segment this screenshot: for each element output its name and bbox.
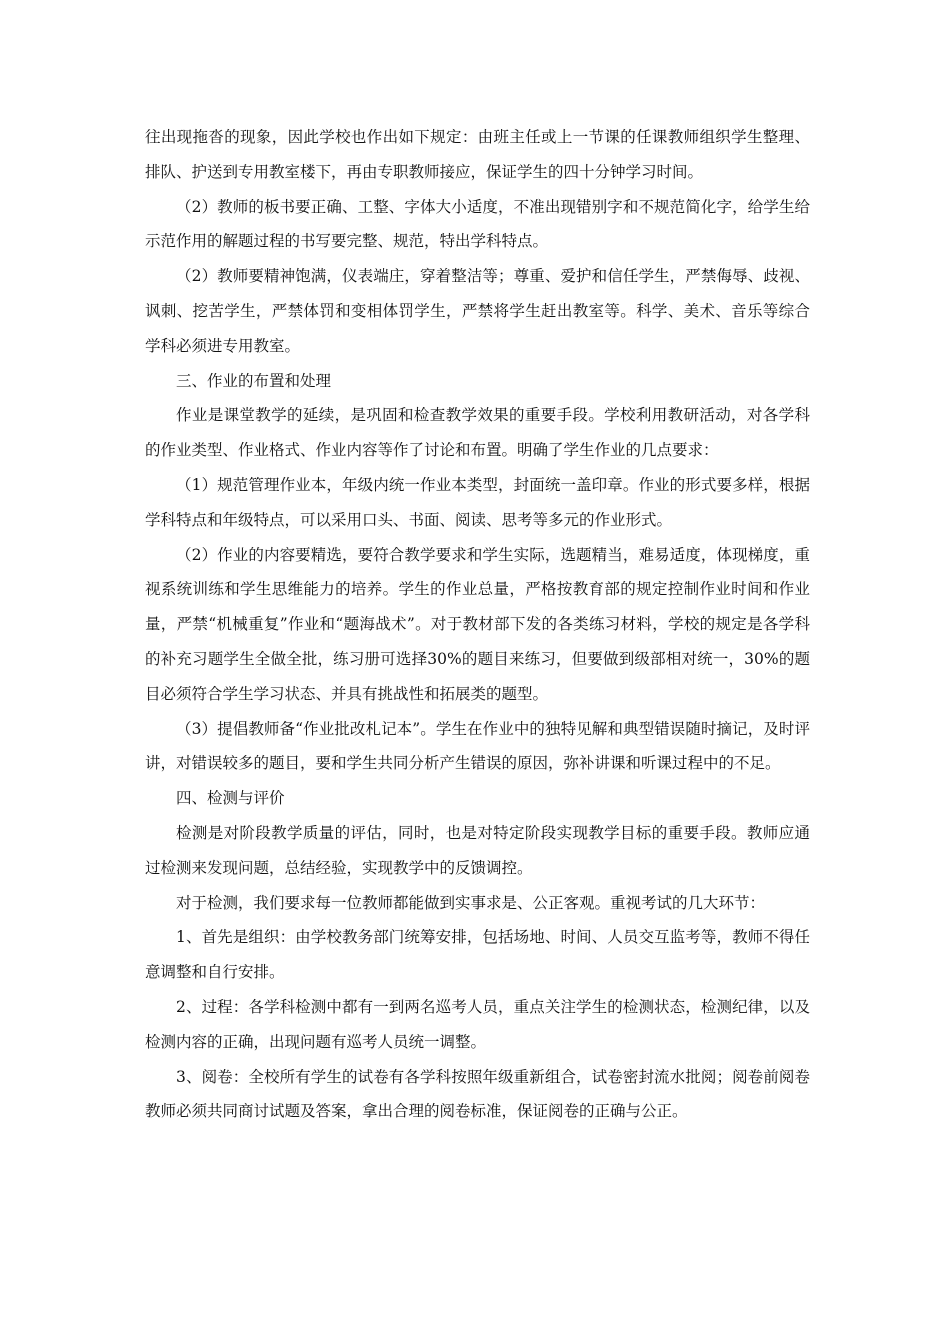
paragraph-teacher-conduct: （2）教师要精神饱满，仪表端庄，穿着整洁等；尊重、爱护和信任学生，严禁侮辱、歧视、讽刺、挖苦学生，严禁体罚和变相体罚学生，严禁将学生赶出教室等。科学、美术、音乐等综合学科必须进专用教室。 [145,267,810,355]
paragraph-assessment-requirement: 对于检测，我们要求每一位教师都能做到实事求是、公正客观。重视考试的几大环节： [176,893,766,912]
section-heading-assessment: 四、检测与评价 [176,789,285,808]
paragraph-assessment-grading: 3、阅卷：全校所有学生的试卷有各学科按照年级重新组合，试卷密封流水批阅；阅卷前阅卷教师必须共同商讨试题及答案，拿出合理的阅卷标准，保证阅卷的正确与公正。 [145,1067,810,1121]
paragraph-homework-rule-2: （2）作业的内容要精选，要符合教学要求和学生实际，选题精当，难易适度，体现梯度，重视系统训练和学生思维能力的培养。学生的作业总量，严格按教育部的规定控制作业时间和作业量，严禁“机械重复”作业和“题海战术”。对于教材部下发的各类练习材料，学校的规定是各学科的补充习题学生全做全批，练习册可选择30%的题目来练习，但要做到级部相对统一，30%的题目必须符合学生学习状态、并具有挑战性和拓展类的题型。 [145,545,810,703]
paragraph-continuation: 往出现拖沓的现象，因此学校也作出如下规定：由班主任或上一节课的任课教师组织学生整理、排队、护送到专用教室楼下，再由专职教师接应，保证学生的四十分钟学习时间。 [145,128,810,181]
paragraph-homework-rule-1: （1）规范管理作业本，年级内统一作业本类型，封面统一盖印章。作业的形式要多样，根据学科特点和年级特点，可以采用口头、书面、阅读、思考等多元的作业形式。 [145,475,810,529]
paragraph-homework-rule-3: （3）提倡教师备“作业批改札记本”。学生在作业中的独特见解和典型错误随时摘记，及时评讲，对错误较多的题目，要和学生共同分析产生错误的原因，弥补讲课和听课过程中的不足。 [145,719,810,773]
paragraph-homework-intro: 作业是课堂教学的延续，是巩固和检查教学效果的重要手段。学校利用教研活动，对各学科的作业类型、作业格式、作业内容等作了讨论和布置。明确了学生作业的几点要求： [145,406,810,460]
paragraph-blackboard-writing: （2）教师的板书要正确、工整、字体大小适度，不准出现错别字和不规范简化字，给学生给示范作用的解题过程的书写要完整、规范，特出学科特点。 [145,197,810,251]
paragraph-assessment-intro: 检测是对阶段教学质量的评估，同时，也是对特定阶段实现教学目标的重要手段。教师应通过检测来发现问题，总结经验，实现教学中的反馈调控。 [145,823,810,877]
paragraph-assessment-process: 2、过程：各学科检测中都有一到两名巡考人员，重点关注学生的检测状态，检测纪律，以及检测内容的正确，出现问题有巡考人员统一调整。 [145,997,810,1051]
section-heading-homework: 三、作业的布置和处理 [176,371,332,390]
document-body [145,120,810,1129]
paragraph-assessment-organization: 1、首先是组织：由学校教务部门统筹安排，包括场地、时间、人员交互监考等，教师不得任意调整和自行安排。 [145,928,810,982]
